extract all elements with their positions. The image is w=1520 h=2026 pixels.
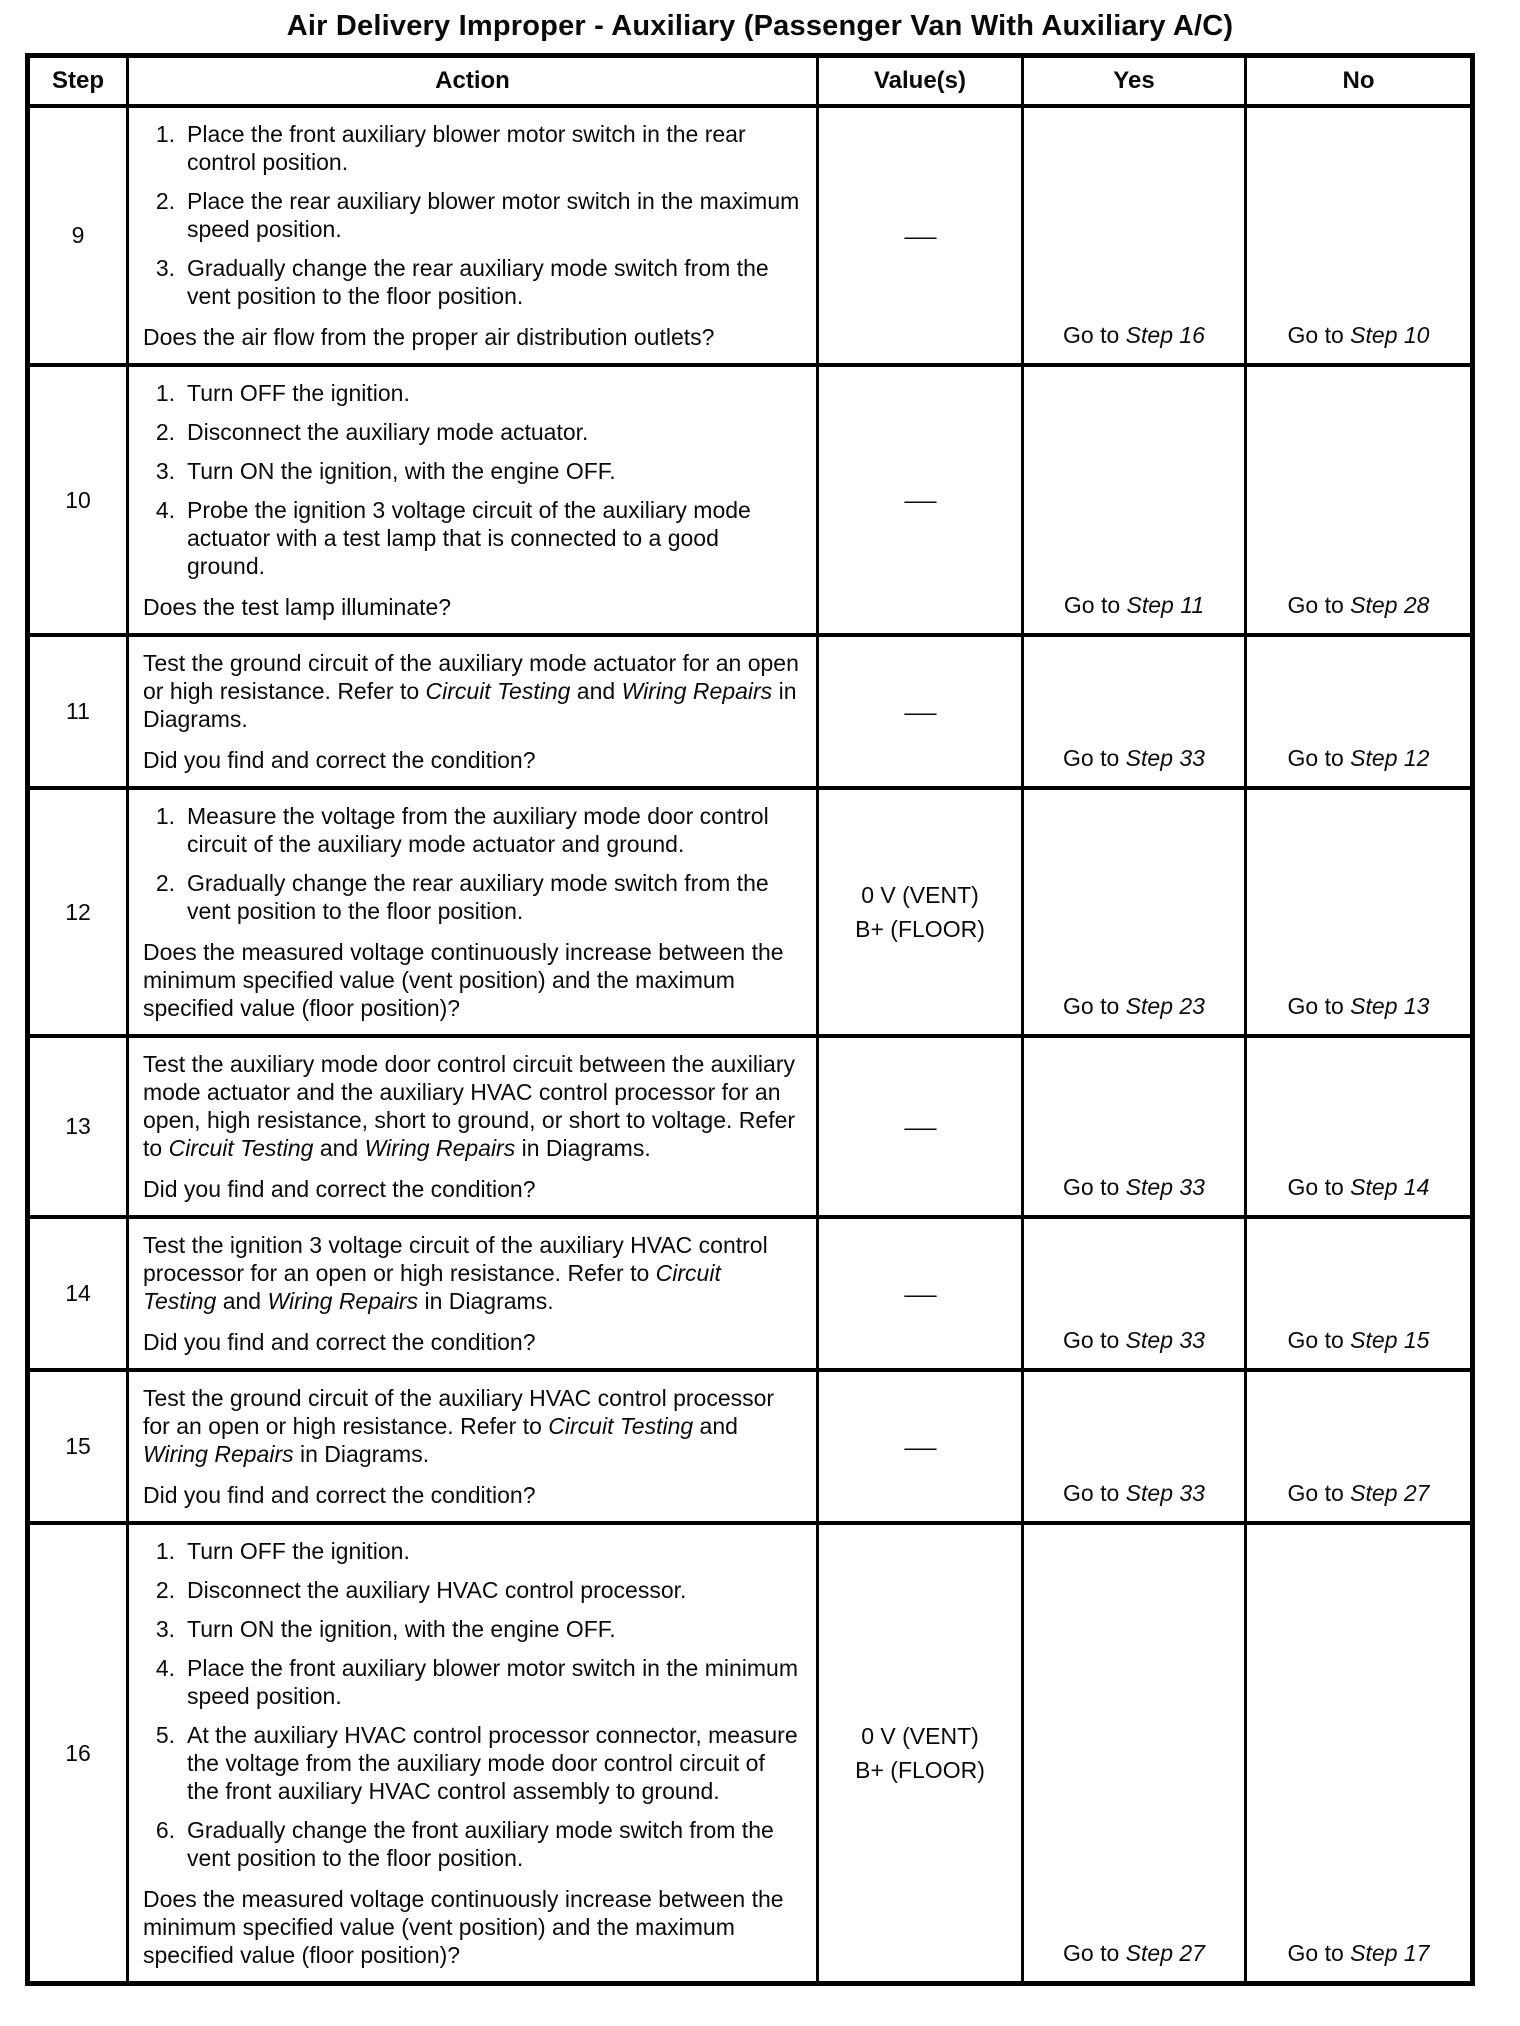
action-question: Does the measured voltage continuously increase between the minimum specified value (vent position) and the maximum specified value (floor position)? <box>143 1886 784 1968</box>
action-item-text: Place the front auxiliary blower motor switch in the rear control position. <box>187 121 746 175</box>
action-item-number: 4. <box>155 1655 175 1681</box>
step-number: 16 <box>28 1523 128 1984</box>
action-cell <box>128 106 818 365</box>
no-cell: Go to Step 10 <box>1246 106 1473 365</box>
action-item-number: 5. <box>155 1722 175 1748</box>
values-cell <box>818 106 1023 365</box>
action-cell <box>128 1370 818 1523</box>
action-item-text: Place the front auxiliary blower motor switch in the minimum speed position. <box>187 1655 799 1709</box>
column-header-no: No <box>1246 56 1473 107</box>
diagnostic-table <box>25 53 1475 1986</box>
step-number: 14 <box>28 1217 128 1370</box>
diagnostic-table-body <box>28 106 1473 1984</box>
no-cell: Go to Step 13 <box>1246 788 1473 1036</box>
action-body-text: Test the ground circuit of the auxiliary HVAC control processor for an open or high resistance. Refer to Circuit Testing and Wiring Repairs in Diagrams. <box>143 1385 775 1467</box>
action-item <box>143 1537 800 1565</box>
table-row <box>28 788 1473 1036</box>
action-item <box>143 869 800 925</box>
action-question: Does the measured voltage continuously increase between the minimum specified value (vent position) and the maximum specified value (floor position)? <box>143 939 784 1021</box>
yes-cell: Go to Step 16 <box>1023 106 1246 365</box>
action-item-text: Turn ON the ignition, with the engine OFF. <box>187 458 616 484</box>
value-line <box>823 483 1017 517</box>
action-item-number: 3. <box>155 458 175 484</box>
table-row <box>28 635 1473 788</box>
action-cell <box>128 365 818 635</box>
action-cell <box>128 788 818 1036</box>
action-item-number: 1. <box>155 1538 175 1564</box>
table-row <box>28 1523 1473 1984</box>
yes-cell: Go to Step 33 <box>1023 1217 1246 1370</box>
action-question: Did you find and correct the condition? <box>143 747 536 773</box>
value-line: 0 V (VENT) <box>861 882 979 908</box>
em-dash: — <box>903 222 937 249</box>
action-item <box>143 802 800 858</box>
action-item-text: Turn OFF the ignition. <box>187 380 410 406</box>
no-cell: Go to Step 28 <box>1246 365 1473 635</box>
table-row <box>28 365 1473 635</box>
values-cell <box>818 788 1023 1036</box>
action-item-text: Disconnect the auxiliary mode actuator. <box>187 419 589 445</box>
yes-cell: Go to Step 23 <box>1023 788 1246 1036</box>
step-number: 9 <box>28 106 128 365</box>
action-item <box>143 1576 800 1604</box>
value-line <box>823 1277 1017 1311</box>
value-line: 0 V (VENT) <box>861 1723 979 1749</box>
action-item-text: Turn OFF the ignition. <box>187 1538 410 1564</box>
em-dash: — <box>903 1280 937 1307</box>
action-cell <box>128 635 818 788</box>
action-item-number: 1. <box>155 803 175 829</box>
column-header-action: Action <box>128 56 818 107</box>
em-dash: — <box>903 1113 937 1140</box>
action-item-number: 6. <box>155 1817 175 1843</box>
no-cell: Go to Step 27 <box>1246 1370 1473 1523</box>
column-header-yes: Yes <box>1023 56 1246 107</box>
value-line <box>823 695 1017 729</box>
action-item-text: Place the rear auxiliary blower motor switch in the maximum speed position. <box>187 188 800 242</box>
em-dash: — <box>903 1433 937 1460</box>
action-body-text: Test the auxiliary mode door control circuit between the auxiliary mode actuator and the auxiliary HVAC control processor for an open, high resistance, short to ground, or short to voltage. Refer to Circuit Testing and Wiring Repairs in Diagrams. <box>143 1051 796 1161</box>
action-item-number: 2. <box>155 1577 175 1603</box>
value-line: B+ (FLOOR) <box>855 916 985 942</box>
no-cell: Go to Step 17 <box>1246 1523 1473 1984</box>
action-item <box>143 120 800 176</box>
action-item <box>143 1816 800 1872</box>
table-row <box>28 1036 1473 1217</box>
action-question: Did you find and correct the condition? <box>143 1482 536 1508</box>
values-cell <box>818 635 1023 788</box>
column-header-values: Value(s) <box>818 56 1023 107</box>
action-item-text: Gradually change the front auxiliary mode switch from the vent position to the floor position. <box>187 1817 774 1871</box>
yes-cell: Go to Step 11 <box>1023 365 1246 635</box>
table-row <box>28 1370 1473 1523</box>
action-item <box>143 418 800 446</box>
action-item <box>143 254 800 310</box>
table-header-row <box>28 56 1473 107</box>
values-cell <box>818 1036 1023 1217</box>
step-number: 12 <box>28 788 128 1036</box>
step-number: 13 <box>28 1036 128 1217</box>
action-item <box>143 187 800 243</box>
no-cell: Go to Step 12 <box>1246 635 1473 788</box>
step-number: 10 <box>28 365 128 635</box>
table-row <box>28 1217 1473 1370</box>
value-line <box>823 1110 1017 1144</box>
values-cell <box>818 1217 1023 1370</box>
values-cell <box>818 1523 1023 1984</box>
values-cell <box>818 1370 1023 1523</box>
yes-cell: Go to Step 33 <box>1023 1370 1246 1523</box>
action-item <box>143 457 800 485</box>
action-question: Does the air flow from the proper air distribution outlets? <box>143 324 715 350</box>
action-item-text: Turn ON the ignition, with the engine OFF. <box>187 1616 616 1642</box>
action-item-text: Probe the ignition 3 voltage circuit of the auxiliary mode actuator with a test lamp that is connected to a good ground. <box>187 497 751 579</box>
yes-cell: Go to Step 27 <box>1023 1523 1246 1984</box>
action-item-text: Disconnect the auxiliary HVAC control processor. <box>187 1577 687 1603</box>
action-item-text: Gradually change the rear auxiliary mode switch from the vent position to the floor position. <box>187 870 769 924</box>
action-item-text: Gradually change the rear auxiliary mode switch from the vent position to the floor position. <box>187 255 769 309</box>
action-item <box>143 379 800 407</box>
action-item-number: 2. <box>155 188 175 214</box>
action-question: Did you find and correct the condition? <box>143 1176 536 1202</box>
no-cell: Go to Step 15 <box>1246 1217 1473 1370</box>
action-question: Did you find and correct the condition? <box>143 1329 536 1355</box>
action-item <box>143 1721 800 1805</box>
action-item-number: 2. <box>155 870 175 896</box>
step-number: 15 <box>28 1370 128 1523</box>
table-row <box>28 106 1473 365</box>
action-item-number: 3. <box>155 1616 175 1642</box>
action-item <box>143 496 800 580</box>
step-number: 11 <box>28 635 128 788</box>
action-item <box>143 1615 800 1643</box>
action-item-number: 1. <box>155 380 175 406</box>
em-dash: — <box>903 698 937 725</box>
value-line: B+ (FLOOR) <box>855 1757 985 1783</box>
column-header-step: Step <box>28 56 128 107</box>
values-cell <box>818 365 1023 635</box>
page-title: Air Delivery Improper - Auxiliary (Passenger Van With Auxiliary A/C) <box>286 10 1234 42</box>
action-item-number: 2. <box>155 419 175 445</box>
yes-cell: Go to Step 33 <box>1023 635 1246 788</box>
action-item-text: Measure the voltage from the auxiliary mode door control circuit of the auxiliary mode actuator and ground. <box>187 803 769 857</box>
yes-cell: Go to Step 33 <box>1023 1036 1246 1217</box>
action-item-number: 3. <box>155 255 175 281</box>
action-item <box>143 1654 800 1710</box>
action-body-text: Test the ignition 3 voltage circuit of the auxiliary HVAC control processor for an open or high resistance. Refer to Circuit Testing and Wiring Repairs in Diagrams. <box>143 1232 768 1314</box>
action-item-text: At the auxiliary HVAC control processor connector, measure the voltage from the auxiliary mode door control circuit of the front auxiliary HVAC control assembly to ground. <box>187 1722 798 1804</box>
action-cell <box>128 1217 818 1370</box>
action-item-number: 4. <box>155 497 175 523</box>
action-cell <box>128 1036 818 1217</box>
action-body-text: Test the ground circuit of the auxiliary mode actuator for an open or high resistance. Refer to Circuit Testing and Wiring Repairs in Diagrams. <box>143 650 799 732</box>
em-dash: — <box>903 487 937 513</box>
action-item-number: 1. <box>155 121 175 147</box>
value-line <box>823 1430 1017 1464</box>
no-cell: Go to Step 14 <box>1246 1036 1473 1217</box>
action-cell <box>128 1523 818 1984</box>
value-line <box>823 219 1017 253</box>
action-question: Does the test lamp illuminate? <box>143 594 452 620</box>
